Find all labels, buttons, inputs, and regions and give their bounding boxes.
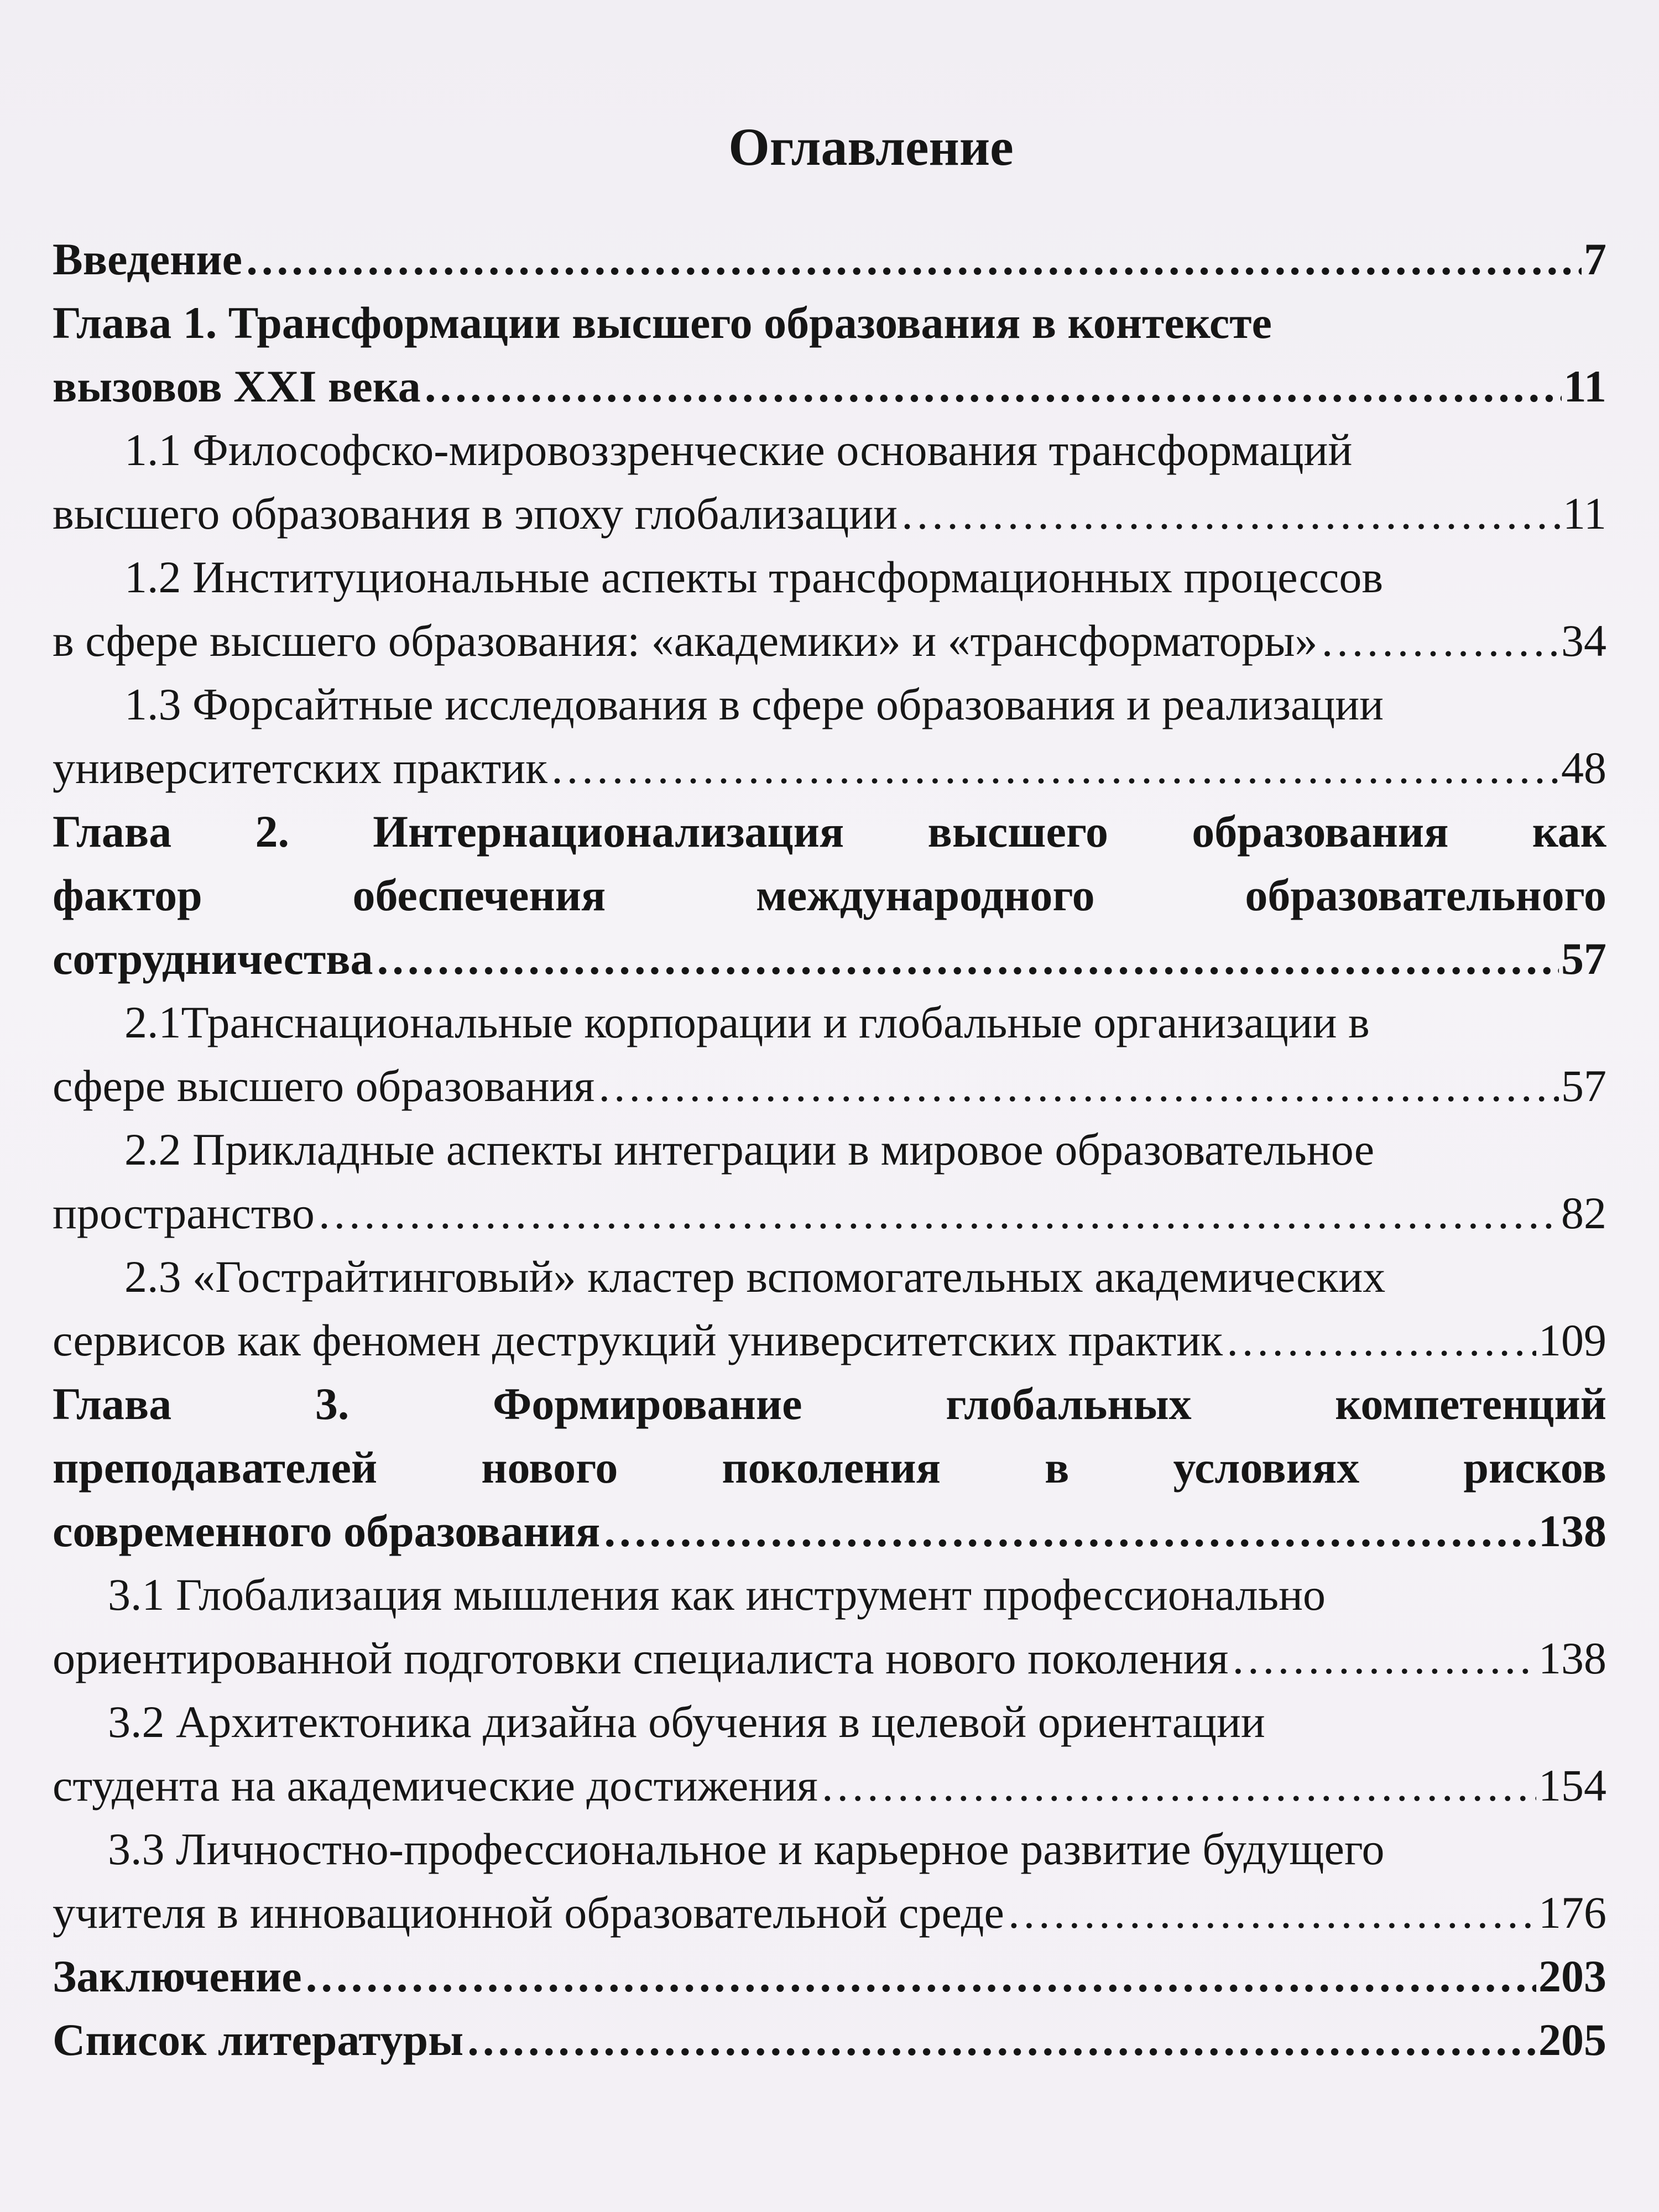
toc-entry-title: современного образования	[53, 1506, 601, 1556]
toc-entry-title: студента на академические достижения	[53, 1760, 818, 1811]
toc-entry-last-line	[53, 1626, 1606, 1690]
toc-page-number: 11	[1563, 488, 1606, 539]
toc-entry-last-line	[53, 1944, 1606, 2008]
toc-section-entry	[53, 1690, 1606, 1817]
toc-chapter-entry	[53, 1372, 1606, 1563]
toc-entry-last-line	[53, 2008, 1606, 2072]
toc-chapter-entry	[53, 2008, 1606, 2072]
toc-entry-title: Введение	[53, 234, 243, 284]
dot-leader	[1230, 1626, 1536, 1690]
toc-page-number: 7	[1584, 234, 1606, 284]
toc-section-entry	[53, 672, 1606, 800]
toc-entry-title: Заключение	[53, 1951, 302, 2001]
dot-leader	[900, 482, 1561, 545]
dot-leader	[550, 736, 1559, 800]
table-of-contents	[53, 116, 1606, 2072]
toc-section-entry	[53, 990, 1606, 1118]
toc-entry-text-line: преподавателей нового поколения в условиях рисков	[53, 1442, 1606, 1493]
toc-page-number: 205	[1538, 2015, 1606, 2065]
toc-entry-text-line: 3.1 Глобализация мышления как инструмент профессионально	[108, 1569, 1326, 1620]
toc-entry-text-line: 1.2 Институциональные аспекты трансформационных процессов	[124, 552, 1384, 602]
dot-leader	[602, 1499, 1536, 1563]
toc-entry-last-line	[53, 227, 1606, 291]
toc-entry-last-line	[53, 609, 1606, 672]
dot-leader	[820, 1754, 1536, 1817]
toc-page-number: 138	[1538, 1506, 1606, 1556]
toc-entry-last-line	[53, 736, 1606, 800]
dot-leader	[244, 227, 1582, 291]
toc-entry-last-line	[53, 1754, 1606, 1817]
toc-page-number: 57	[1561, 1061, 1606, 1111]
toc-entry-text-line: 3.2 Архитектоника дизайна обучения в целевой ориентации	[108, 1697, 1265, 1747]
toc-entry-text-line: 3.3 Личностно-профессиональное и карьерное развитие будущего	[108, 1824, 1385, 1874]
toc-page-number: 203	[1538, 1951, 1606, 2001]
toc-entries	[53, 227, 1606, 2072]
toc-section-entry	[53, 1245, 1606, 1372]
toc-section-entry	[53, 1817, 1606, 1944]
toc-entry-title: пространство	[53, 1188, 315, 1238]
toc-entry-last-line	[53, 1181, 1606, 1245]
dot-leader	[1006, 1881, 1536, 1944]
toc-entry-last-line	[53, 482, 1606, 545]
toc-section-entry	[53, 545, 1606, 672]
toc-entry-text-line: Глава 1. Трансформации высшего образования в контексте	[53, 298, 1272, 348]
toc-page-number: 154	[1538, 1760, 1606, 1811]
dot-leader	[1225, 1308, 1536, 1372]
toc-entry-title: ориентированной подготовки специалиста нового поколения	[53, 1633, 1229, 1683]
toc-entry-last-line	[53, 1499, 1606, 1563]
toc-chapter-entry	[53, 227, 1606, 291]
toc-page-number: 82	[1561, 1188, 1606, 1238]
toc-section-entry	[53, 418, 1606, 545]
toc-entry-title: высшего образования в эпоху глобализации	[53, 488, 898, 539]
dot-leader	[304, 1944, 1536, 2008]
toc-entry-text-line: 1.3 Форсайтные исследования в сфере образования и реализации	[124, 679, 1384, 729]
dot-leader	[466, 2008, 1536, 2072]
dot-leader	[317, 1181, 1559, 1245]
toc-entry-text-line: фактор обеспечения международного образовательного	[53, 870, 1606, 920]
toc-entry-text-line: Глава 3. Формирование глобальных компетенций	[53, 1379, 1606, 1429]
toc-entry-last-line	[53, 927, 1606, 990]
toc-entry-title: в сфере высшего образования: «академики» и «трансформаторы»	[53, 615, 1318, 666]
toc-entry-last-line	[53, 1881, 1606, 1944]
toc-entry-last-line	[53, 354, 1606, 418]
toc-page-number: 109	[1538, 1315, 1606, 1365]
toc-entry-text-line: Глава 2. Интернационализация высшего образования как	[53, 806, 1606, 857]
toc-entry-title: Список литературы	[53, 2015, 464, 2065]
page-title: Оглавление	[728, 117, 1014, 176]
toc-page-number: 57	[1561, 933, 1606, 984]
toc-entry-title: университетских практик	[53, 743, 547, 793]
dot-leader	[375, 927, 1559, 990]
toc-entry-title: учителя в инновационной образовательной среде	[53, 1887, 1004, 1938]
toc-section-entry	[53, 1118, 1606, 1245]
toc-page-number: 11	[1563, 361, 1606, 411]
toc-page-number: 176	[1538, 1887, 1606, 1938]
toc-entry-text-line: 1.1 Философско-мировоззренческие основания трансформаций	[124, 425, 1353, 475]
dot-leader	[1319, 609, 1559, 672]
toc-chapter-entry	[53, 1944, 1606, 2008]
toc-entry-last-line	[53, 1308, 1606, 1372]
toc-chapter-entry	[53, 291, 1606, 418]
toc-entry-title: сфере высшего образования	[53, 1061, 595, 1111]
toc-entry-last-line	[53, 1054, 1606, 1118]
toc-page-number: 138	[1538, 1633, 1606, 1683]
toc-entry-text-line: 2.1Транснациональные корпорации и глобальные организации в	[124, 997, 1370, 1047]
toc-entry-text-line: 2.2 Прикладные аспекты интеграции в мировое образовательное	[124, 1124, 1375, 1175]
toc-page-number: 48	[1561, 743, 1606, 793]
toc-section-entry	[53, 1563, 1606, 1690]
toc-entry-title: сотрудничества	[53, 933, 373, 984]
dot-leader	[423, 354, 1562, 418]
toc-page-number: 34	[1561, 615, 1606, 666]
dot-leader	[597, 1054, 1559, 1118]
toc-entry-title: сервисов как феномен деструкций университетских практик	[53, 1315, 1223, 1365]
toc-entry-title: вызовов XXI века	[53, 361, 421, 411]
toc-chapter-entry	[53, 800, 1606, 990]
toc-entry-text-line: 2.3 «Гострайтинговый» кластер вспомогательных академических	[124, 1251, 1386, 1302]
